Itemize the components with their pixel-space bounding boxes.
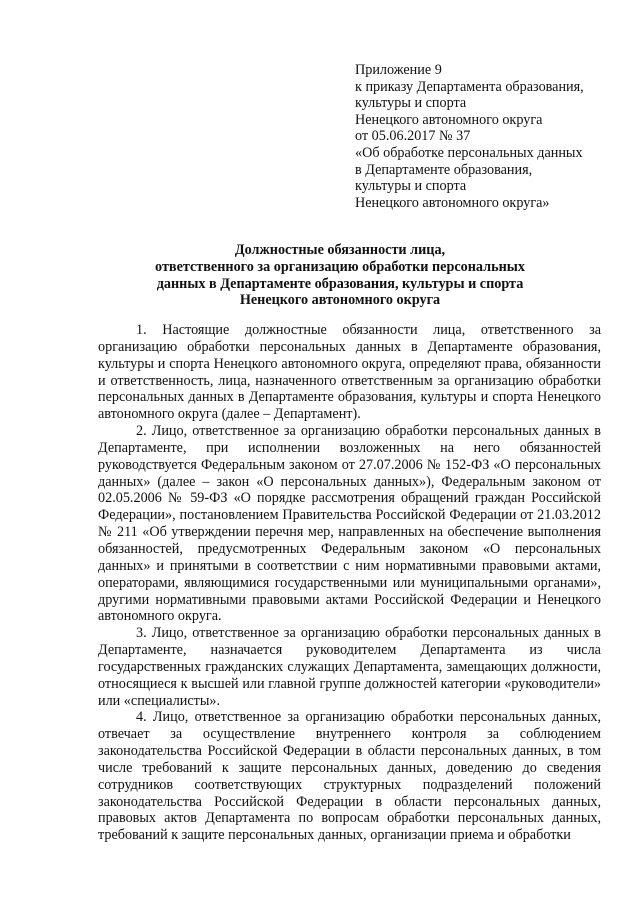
appendix-line: Ненецкого автономного округа [355,111,543,128]
appendix-line: от 05.06.2017 № 37 [355,128,471,145]
title-line: данных в Департаменте образования, культуры и спорта [156,275,524,292]
appendix-line: Приложение 9 [355,62,442,78]
title-line: Должностные обязанности лица, [234,242,446,258]
appendix-line: Ненецкого автономного округа» [355,194,550,211]
title-line: Ненецкого автономного округа [239,292,441,309]
appendix-line: «Об обработке персональных данных [355,144,583,161]
appendix-line: культуры и спорта [355,95,467,112]
document-body [98,322,601,844]
appendix-line: к приказу Департамента образования, [355,78,584,95]
paragraph-2: 2. Лицо, ответственное за организацию обработки персональных данных в Департаменте, при исполнении возложенных на него обязанностей руководствуется Федеральным законом от 27.07.2006 № 152-ФЗ «О персональных данных» (далее – закон «О персональных данных»), Федеральным законом от 02.05.2006 № 59-ФЗ «О порядке рассмотрения обращений граждан Российской Федерации», постановлением Правительства Российской Федерации от 21.03.2012 № 211 «Об утверждении перечня мер, направленных на обеспечение выполнения обязанностей, предусмотренных Федеральным законом «О персональных данных» и принятыми в соответствии с ним нормативными правовыми актами, операторами, являющимися государственными или муниципальными органами», другими нормативными правовыми актами Российской Федерации и Ненецкого автономного округа. [98,423,601,625]
appendix-header [355,62,625,211]
appendix-line: культуры и спорта [355,178,467,195]
paragraph-3: 3. Лицо, ответственное за организацию обработки персональных данных в Департаменте, назначается руководителем Департамента из числа государственных гражданских служащих Департамента, замещающих должности, относящиеся к высшей или главной группе должностей категории «руководители» или «специалисты». [98,625,601,709]
document-title [120,242,560,309]
appendix-line: в Департаменте образования, [355,161,533,178]
paragraph-4: 4. Лицо, ответственное за организацию обработки персональных данных, отвечает за осуществление внутреннего контроля за соблюдением законодательства Российской Федерации в области персональных данных, в том числе требований к защите персональных данных, доведению до сведения сотрудников соответствующих структурных подразделений положений законодательства Российской Федерации в области персональных данных, правовых актов Департамента по вопросам обработки персональных данных, требований к защите персональных данных, организации приема и обработки [98,709,601,844]
paragraph-1: 1. Настоящие должностные обязанности лица, ответственного за организацию обработки персональных данных в Департаменте образования, культуры и спорта Ненецкого автономного округа, определяют права, обязанности и ответственность, лица, назначенного ответственным за организацию обработки персональных данных в Департаменте образования, культуры и спорта Ненецкого автономного округа (далее – Департамент). [98,322,601,423]
title-line: ответственного за организацию обработки персональных [155,258,525,275]
